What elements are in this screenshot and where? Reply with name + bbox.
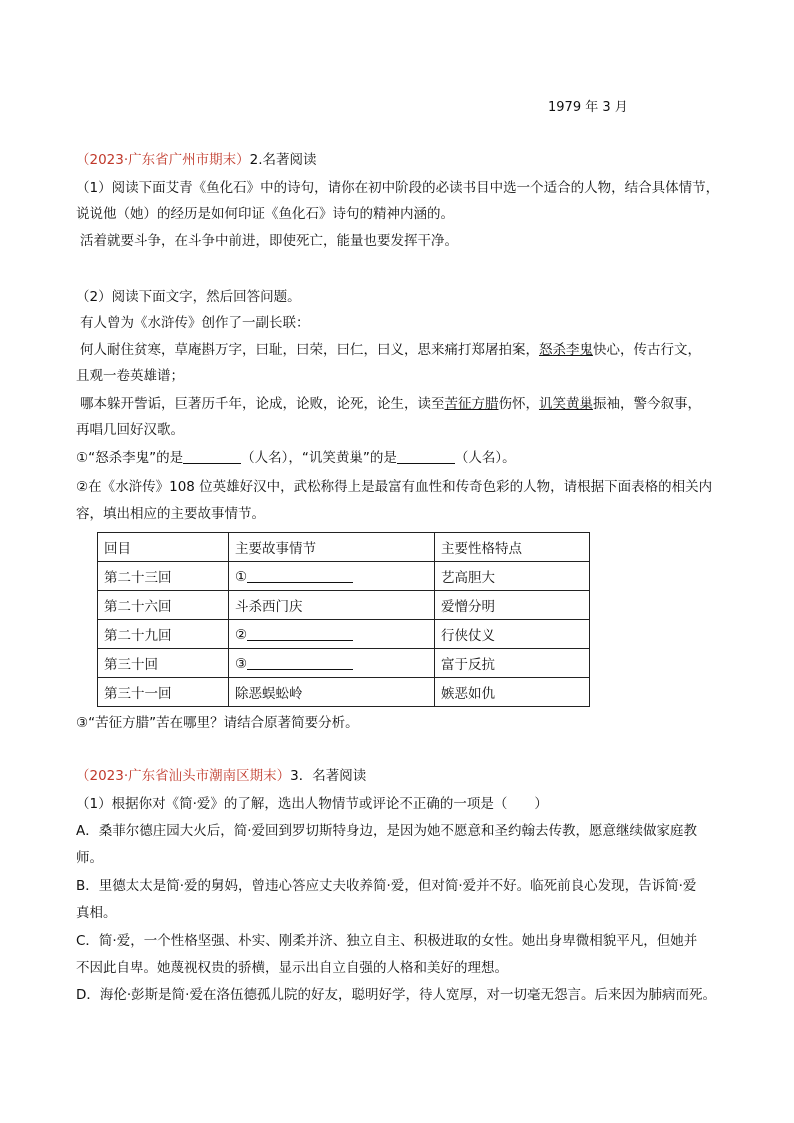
- option-b-line1: B．里德太太是简·爱的舅妈，曾违心答应丈夫收养简·爱，但对简·爱并不好。临死前良心发现，告诉简·爱: [76, 878, 697, 894]
- q3-title: 3．名著阅读: [290, 768, 367, 784]
- table-header-cell: 主要性格特点: [435, 533, 590, 562]
- date-line: 1979 年 3 月: [548, 100, 628, 115]
- table-row: [98, 591, 590, 620]
- table-cell: ①: [229, 562, 435, 591]
- underlined-phrase: 讥笑黄巢: [539, 396, 593, 412]
- q2-subquestion-2-line2: 容，填出相应的主要故事情节。: [76, 506, 265, 522]
- q2-heading: [76, 150, 736, 170]
- q2-source: （2023·广东省广州市期末）: [76, 152, 250, 168]
- q2-subquestion-1: ①“怒杀李鬼”的是 （人名），“讥笑黄巢”的是 （人名）。: [76, 450, 516, 466]
- table-cell: 第二十九回: [98, 620, 229, 649]
- table-header-cell: 回目: [98, 533, 229, 562]
- table-cell: 爱憎分明: [435, 591, 590, 620]
- table-cell: 斗杀西门庆: [229, 591, 435, 620]
- table-cell: 行侠仗义: [435, 620, 590, 649]
- table-cell: ②: [229, 620, 435, 649]
- option-c-line1: C．简·爱，一个性格坚强、朴实、刚柔并济、独立自主、积极进取的女性。她出身卑微相貌平凡，但她并: [76, 933, 698, 949]
- option-a-line1: A．桑菲尔德庄园大火后，简·爱回到罗切斯特身边，是因为她不愿意和圣约翰去传教，愿意继续做家庭教: [76, 823, 698, 839]
- table-cell: 第二十六回: [98, 591, 229, 620]
- table-cell: 第三十回: [98, 649, 229, 678]
- q2-intro: 有人曾为《水浒传》创作了一副长联：: [80, 315, 310, 331]
- q2-part1-line1: （1）阅读下面艾青《鱼化石》中的诗句，请你在初中阶段的必读书目中选一个适合的人物，结合具体情节，: [76, 180, 720, 196]
- option-c-line2: 不因此自卑。她蔑视权贵的骄横，显示出自立自强的人格和美好的理想。: [76, 960, 508, 976]
- table-row: [98, 678, 590, 707]
- couplet-second-line1: 哪本躲开訾诟，巨著历千年，论成，论败，论死，论生，读至苦征方腊伤怀，讥笑黄巢振袖，警今叙事，: [80, 396, 701, 412]
- wusong-story-table: [97, 532, 590, 707]
- answer-blank[interactable]: [397, 449, 455, 464]
- table-header-row: [98, 533, 590, 562]
- table-row: [98, 649, 590, 678]
- answer-blank[interactable]: [247, 626, 353, 641]
- table-row: [98, 562, 590, 591]
- q2-subquestion-3: ③“苦征方腊”苦在哪里？请结合原著简要分析。: [76, 715, 359, 731]
- answer-blank[interactable]: [183, 449, 241, 464]
- option-d-line1: D．海伦·彭斯是简·爱在洛伍德孤儿院的好友，聪明好学，待人宽厚，对一切毫无怨言。后来因为肺病而死。: [76, 987, 716, 1003]
- q2-poem: 活着就要斗争，在斗争中前进，即使死亡，能量也要发挥干净。: [80, 233, 458, 249]
- table-cell: ③: [229, 649, 435, 678]
- couplet-first-line1: 何人耐住贫寒，草庵斟万字，曰耻，曰荣，曰仁，曰义，思来痛打郑屠拍案，怒杀李鬼快心，传古行文，: [80, 342, 701, 358]
- table-row: [98, 620, 590, 649]
- table-cell: 富于反抗: [435, 649, 590, 678]
- q3-heading: [76, 766, 736, 786]
- table-cell: 第三十一回: [98, 678, 229, 707]
- couplet-first-line2: 且观一卷英雄谱；: [76, 368, 184, 384]
- table-header-cell: 主要故事情节: [229, 533, 435, 562]
- q3-part1: （1）根据你对《简·爱》的了解，选出人物情节或评论不正确的一项是（ ）: [76, 796, 548, 812]
- answer-blank[interactable]: [247, 655, 353, 670]
- q2-part2-heading: （2）阅读下面文字，然后回答问题。: [76, 289, 301, 305]
- option-a-line2: 师。: [76, 850, 103, 866]
- table-cell: 第二十三回: [98, 562, 229, 591]
- option-b-line2: 真相。: [76, 905, 117, 921]
- answer-blank[interactable]: [247, 568, 353, 583]
- table-cell: 嫉恶如仇: [435, 678, 590, 707]
- q2-title: 2.名著阅读: [249, 152, 317, 168]
- q2-part1-line2: 说说他（她）的经历是如何印证《鱼化石》诗句的精神内涵的。: [76, 206, 454, 222]
- q2-subquestion-2-line1: ②在《水浒传》108 位英雄好汉中，武松称得上是最富有血性和传奇色彩的人物，请根据下面表格的相关内: [76, 479, 713, 495]
- couplet-second-line2: 再唱几回好汉歌。: [76, 422, 184, 438]
- table-cell: 除恶蜈蚣岭: [229, 678, 435, 707]
- underlined-phrase: 苦征方腊: [444, 396, 499, 412]
- table-cell: 艺高胆大: [435, 562, 590, 591]
- underlined-phrase: 怒杀李鬼: [539, 342, 593, 358]
- q3-source: （2023·广东省汕头市潮南区期末）: [76, 768, 291, 784]
